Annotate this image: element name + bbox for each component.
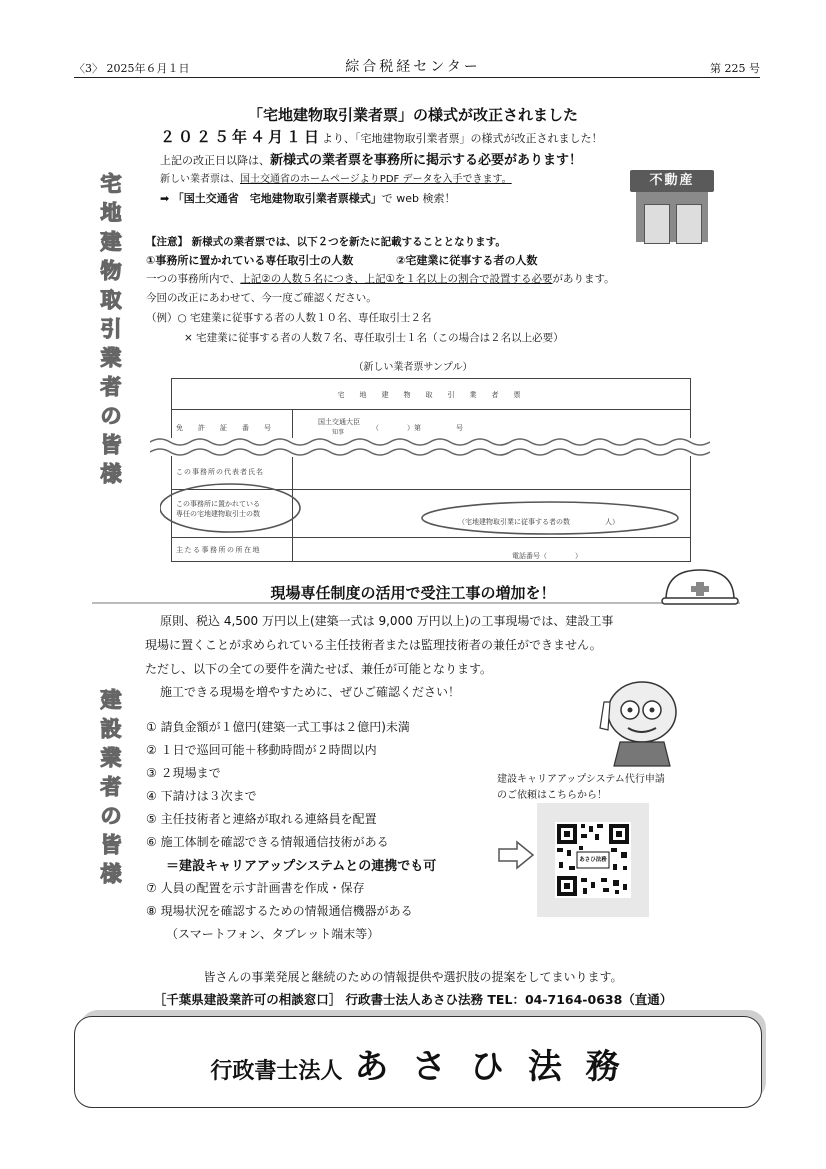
section1-side-char: 建: [100, 230, 122, 254]
line3-pre: 新しい業者票は、: [160, 174, 240, 185]
caution-note: 【注意】 新様式の業者票では、以下２つを新たに記載することとなります。: [146, 236, 506, 248]
highlight-ellipses: [160, 482, 690, 542]
section1-side-char: 皆: [100, 433, 122, 457]
section2-paragraph-2: 現場に置くことが求められている主任技術者または監理技術者の兼任ができません。: [145, 638, 602, 652]
section2-paragraph-3: ただし、以下の全ての要件を満たせば、兼任が可能となります。: [145, 662, 493, 676]
section2-paragraph-4: 施工できる現場を増やすために、ぜひご確認ください！: [160, 685, 461, 699]
placard-head-office-label: 主たる事務所の所在地: [176, 546, 261, 554]
requirement-7: ⑦ 人員の配置を示す計画書を作成・保存: [146, 881, 365, 895]
office-name: あ さ ひ 法 務: [354, 1047, 626, 1087]
section1-side-char: 様: [100, 462, 122, 486]
section1-date-line: [160, 126, 603, 147]
arrow-icon: ➡: [160, 192, 170, 205]
section1-side-char: 業: [100, 346, 122, 370]
new-item-1: ①事務所に置かれている専任取引士の人数: [146, 254, 354, 267]
section2-side-char: 皆: [100, 833, 122, 857]
example-ng: × 宅建業に従事する者の人数７名、専任取引士１名（この場合は２名以上必要）: [184, 332, 564, 344]
section1-side-char: の: [100, 404, 122, 428]
section2-side-label: [96, 686, 126, 889]
shop-sign: 不動産: [630, 170, 714, 192]
line2-bold: 新様式の業者票を事務所に掲示する必要があります！: [270, 153, 583, 168]
requirement-5: ⑤ 主任技術者と連絡が取れる連絡員を配置: [146, 812, 377, 826]
section1-side-char: 者: [100, 375, 122, 399]
requirement-6-note: ＝建設キャリアアップシステムとの連携でも可: [166, 859, 437, 874]
placard-representative-label: この事務所の代表者氏名: [176, 468, 264, 476]
requirement-8: ⑧ 現場状況を確認するための情報通信機器がある: [146, 904, 413, 918]
line4-bold: 「国土交通省 宅地建物取引業者票様式」: [172, 192, 382, 205]
section1-side-char: 宅: [100, 172, 122, 196]
line4-rest: で web 検索！: [381, 192, 456, 205]
example-ok: （例）○ 宅建業に従事する者の人数１０名、専任取引士２名: [146, 312, 432, 324]
section2-side-char: 者: [100, 775, 122, 799]
placard-license-governor: 知事: [332, 429, 345, 436]
footer-message: 皆さんの事業発展と継続のための情報提供や選択肢の提案をしてまいります。: [203, 970, 623, 984]
confirm-line: 今回の改正にあわせて、今一度ご確認ください。: [146, 292, 377, 304]
new-item-2: ②宅建業に従事する者の人数: [396, 254, 538, 267]
requirement-6: ⑥ 施工体制を確認できる情報通信技術がある: [146, 835, 389, 849]
qr-label: あさひ法務: [579, 857, 607, 863]
helmet-icon: [660, 566, 740, 606]
header-divider: [74, 77, 760, 78]
requirement-4: ④ 下請けは３次まで: [146, 789, 257, 803]
placard-employee-count: （宅地建物取引業に従事する者の数 人）: [458, 518, 619, 526]
effective-date-text: より、「宅地建物取引業者票」の様式が改正されました！: [322, 132, 603, 145]
section2-side-char: 建: [100, 688, 122, 712]
line3-underlined: 国土交通省のホームページよりPDF データを入手できます。: [240, 174, 512, 185]
header-issue-date: 〈3〉 2025年６月１日: [74, 62, 190, 75]
sample-caption: （新しい業者票サンプル）: [353, 362, 473, 373]
requirement-2: ② １日で巡回可能＋移動時間が２時間以内: [146, 743, 377, 757]
section1-line4: [160, 190, 455, 206]
requirement-1: ① 請負金額が１億円(建築一式工事は２億円)未満: [146, 720, 410, 734]
section2-side-char: 様: [100, 862, 122, 886]
placard-license-number: （ ）第 号: [372, 424, 463, 432]
real-estate-shop-icon: [630, 170, 714, 242]
section1-line3: [160, 170, 512, 185]
rule-underlined: 上記②の人数５名につき、上記①を１名以上の割合で設置する必要: [240, 273, 553, 285]
section2-side-char: の: [100, 804, 122, 828]
ccus-request-line1: 建設キャリアアップシステム代行申請: [497, 774, 665, 785]
line2-pre: 上記の改正日以降は、: [160, 154, 270, 167]
placard-heading: 宅 地 建 物 取 引 業 者 票: [337, 391, 525, 399]
section1-line2: [160, 149, 582, 168]
section1-side-char: 物: [100, 259, 122, 283]
requirement-8-note: （スマートフォン、タブレット端末等）: [166, 927, 380, 941]
arrow-right-icon: [497, 840, 535, 870]
section2-side-char: 業: [100, 746, 122, 770]
section1-title: 「宅地建物取引業者票」の様式が改正されました: [247, 106, 578, 124]
section1-side-char: 取: [100, 288, 122, 312]
rule-pre: 一つの事務所内で、: [146, 273, 241, 285]
placard-phone: 電話番号（ ）: [512, 552, 582, 560]
section1-side-char: 引: [100, 317, 122, 341]
placard-license-label: 免 許 証 番 号: [176, 424, 275, 432]
header-publication-name: 綜合税経センター: [345, 59, 481, 75]
effective-date: ２０２５年４月１日: [160, 128, 323, 146]
office-type: 行政書士法人: [210, 1058, 343, 1084]
requirement-3: ③ ２現場まで: [146, 766, 221, 780]
section1-side-char: 地: [100, 201, 122, 225]
rule-line: [146, 271, 615, 286]
professor-illustration-icon: [590, 676, 690, 768]
section1-side-label: [96, 170, 126, 489]
section2-side-char: 設: [100, 717, 122, 741]
office-nameplate: [74, 1016, 762, 1108]
ccus-request-line2: のご依頼はこちらから！: [497, 790, 607, 801]
section2-divider: [92, 602, 740, 604]
placard-agent-count-label-b: 専任の宅地建物取引士の数: [176, 510, 260, 518]
placard-license-minister: 国土交通大臣: [318, 418, 360, 426]
placard-agent-count-label-a: この事務所に置かれている: [176, 500, 260, 508]
wave-break: [150, 434, 710, 460]
section2-paragraph-1: 原則、税込 4,500 万円以上(建築一式は 9,000 万円以上)の工事現場では、建設工事: [160, 614, 614, 628]
header-issue-number: 第 225 号: [710, 62, 760, 75]
section2-title: 現場専任制度の活用で受注工事の増加を！: [270, 584, 556, 602]
rule-post: があります。: [552, 273, 615, 285]
footer-contact: ［千葉県建設業許可の相談窓口］ 行政書士法人あさひ法務 TEL：04-7164-0638（直通）: [153, 992, 673, 1007]
